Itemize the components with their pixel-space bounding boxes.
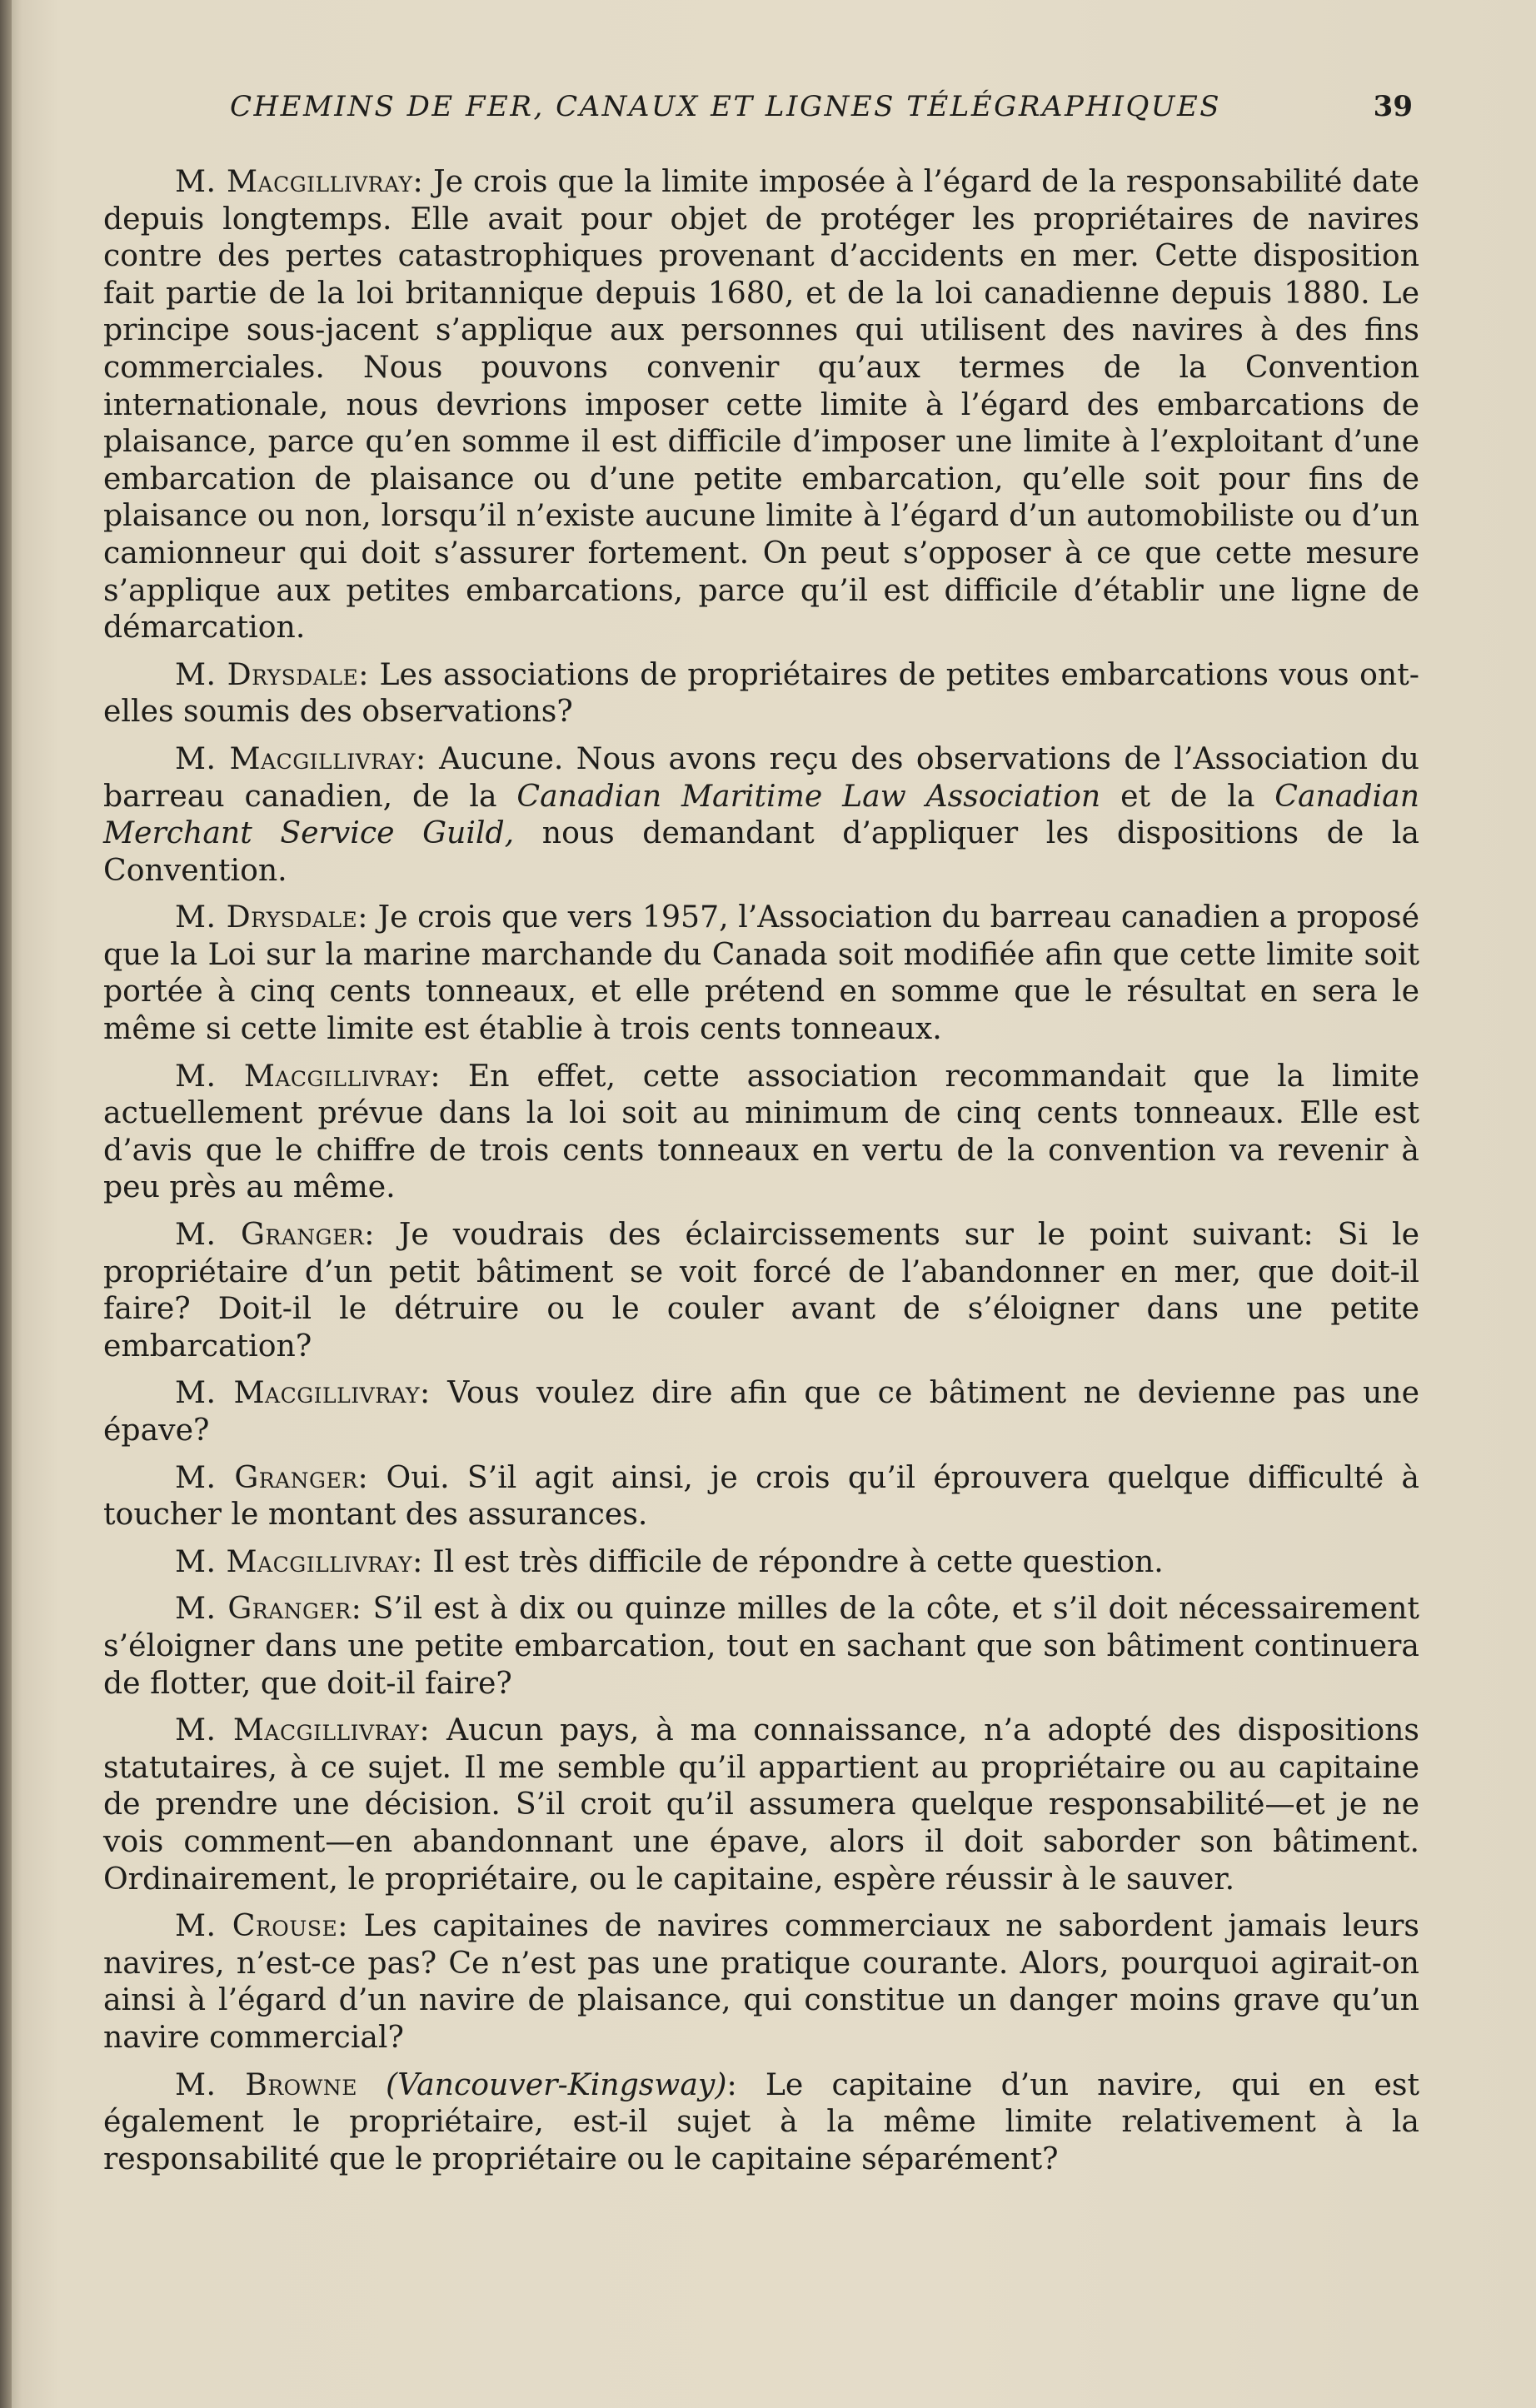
- italic-organization-name: Canadian Merchant Service Guild,: [103, 777, 1420, 851]
- speaker-name: M. Crouse:: [175, 1907, 348, 1944]
- speech-text: Aucun pays, à ma connaissance, n’a adopté des dispositions statutaires, à ce sujet. Il me semble qu’il appartient au propriétaire ou au capitaine de prendre une décision. S’il croit qu’il assumera quelque responsabilité—et je ne vois comment—en abandonnant une épave, alors il doit saborder son bâtiment. Ordinairement, le propriétaire, ou le capitaine, espère réussir à le sauver.: [103, 1712, 1419, 1897]
- speech-text: Je crois que vers 1957, l’Association du barreau canadien a proposé que la Loi sur la marine marchande du Canada soit modifiée afin que cette limite soit portée à cinq cents tonneaux, et elle prétend en somme que le résultat en sera le même si cette limite est établie à trois cents tonneaux.: [103, 899, 1419, 1047]
- speaker-name: M. Macgillivray:: [175, 1374, 431, 1411]
- paragraph: [103, 1543, 1419, 1581]
- speech-text: Je voudrais des éclaircissements sur le point suivant: Si le propriétaire d’un petit bâtiment se voit forcé de l’abandonner en mer, que doit-il faire? Doit-il le détruire ou le couler avant de s’éloigner dans une petite embarcation?: [103, 1216, 1419, 1364]
- speaker-name: M. Granger:: [175, 1458, 369, 1495]
- speaker-name: M. Drysdale:: [175, 899, 368, 935]
- transcript-body: [103, 163, 1419, 2187]
- page-number: 39: [1373, 90, 1413, 123]
- paragraph: [103, 1590, 1419, 1702]
- speaker-name: M. Drysdale:: [175, 656, 369, 692]
- paragraph: [103, 1374, 1419, 1448]
- speech-text: En effet, cette association recommandait que la limite actuellement prévue dans la loi soit au minimum de cinq cents tonneaux. Elle est d’avis que le chiffre de trois cents tonneaux en vertu de la convention va revenir à peu près au même.: [103, 1057, 1419, 1205]
- riding-name: (Vancouver-Kingsway): [386, 2066, 727, 2102]
- speaker-name: M. Granger:: [175, 1590, 362, 1627]
- speech-text: Aucune. Nous avons reçu des observations de l’Association du barreau canadien, de la: [103, 740, 1419, 814]
- speech-text: et de la: [1100, 777, 1275, 814]
- speaker-name: M. Macgillivray:: [175, 163, 424, 199]
- paragraph: [103, 1459, 1419, 1533]
- book-spine-shadow: [0, 0, 12, 2408]
- speaker-name: M. Macgillivray:: [175, 740, 426, 776]
- speech-text: Le capitaine d’un navire, qui en est également le propriétaire, est-il sujet à la même limite relativement à la responsabilité que le propriétaire ou le capitaine séparément?: [103, 2066, 1419, 2176]
- paragraph: [103, 1058, 1419, 1206]
- speech-text: Il est très difficile de répondre à cette question.: [422, 1543, 1164, 1579]
- paragraph: [103, 656, 1419, 730]
- speech-text: Oui. S’il agit ainsi, je crois qu’il éprouvera quelque difficulté à toucher le montant des assurances.: [103, 1458, 1419, 1533]
- paragraph: [103, 2066, 1419, 2178]
- speech-text: S’il est à dix ou quinze milles de la côte, et s’il doit nécessairement s’éloigner dans une petite embarcation, tout en sachant que son bâtiment continuera de flotter, que doit-il faire?: [103, 1590, 1419, 1701]
- speaker-name: M. Macgillivray:: [175, 1712, 431, 1748]
- speaker-name: M. Browne: [175, 2066, 357, 2102]
- speech-text: Vous voulez dire afin que ce bâtiment ne devienne pas une épave?: [103, 1374, 1419, 1448]
- paragraph: [103, 1712, 1419, 1897]
- running-header: [230, 90, 1413, 137]
- paragraph: [103, 1907, 1419, 2056]
- running-title: CHEMINS DE FER, CANAUX ET LIGNES TÉLÉGRAPHIQUES: [230, 90, 1222, 123]
- speech-text: Je crois que la limite imposée à l’égard de la responsabilité date depuis longtemps. Elle avait pour objet de protéger les propriétaires de navires contre des pertes catastrophiques provenant d’accidents en mer. Cette disposition fait partie de la loi britannique depuis 1680, et de la loi canadienne depuis 1880. Le principe sous-jacent s’applique aux personnes qui utilisent des navires à des fins commerciales. Nous pouvons convenir qu’aux termes de la Convention internationale, nous devrions imposer cette limite à l’égard des embarcations de plaisance, parce qu’en somme il est difficile d’imposer une limite à l’exploitant d’une embarcation de plaisance ou d’une petite embarcation, qu’elle soit pour fins de plaisance ou non, lorsqu’il n’existe aucune limite à l’égard d’un automobiliste ou d’un camionneur qui doit s’assurer fortement. On peut s’opposer à ce que cette mesure s’applique aux petites embarcations, parce qu’il est difficile d’établir une ligne de démarcation.: [103, 163, 1419, 646]
- italic-organization-name: Canadian Maritime Law Association: [516, 777, 1101, 814]
- speaker-colon: :: [726, 2066, 737, 2102]
- speech-text: Les capitaines de navires commerciaux ne sabordent jamais leurs navires, n’est-ce pas? Ce n’est pas une pratique courante. Alors, pourquoi agirait-on ainsi à l’égard d’un navire de plaisance, qui constitue un danger moins grave qu’un navire commercial?: [103, 1907, 1419, 2055]
- speaker-name: M. Macgillivray:: [175, 1057, 441, 1094]
- paragraph: [103, 1216, 1419, 1364]
- speech-text: nous demandant d’appliquer les dispositions de la Convention.: [103, 815, 1419, 888]
- speech-text: Les associations de propriétaires de petites embarcations vous ont-elles soumis des observations?: [103, 656, 1419, 730]
- speaker-name: M. Granger:: [175, 1216, 375, 1253]
- paragraph: [103, 899, 1419, 1047]
- speaker-name: M. Macgillivray:: [175, 1543, 423, 1579]
- paragraph: [103, 163, 1419, 646]
- paragraph: [103, 740, 1419, 889]
